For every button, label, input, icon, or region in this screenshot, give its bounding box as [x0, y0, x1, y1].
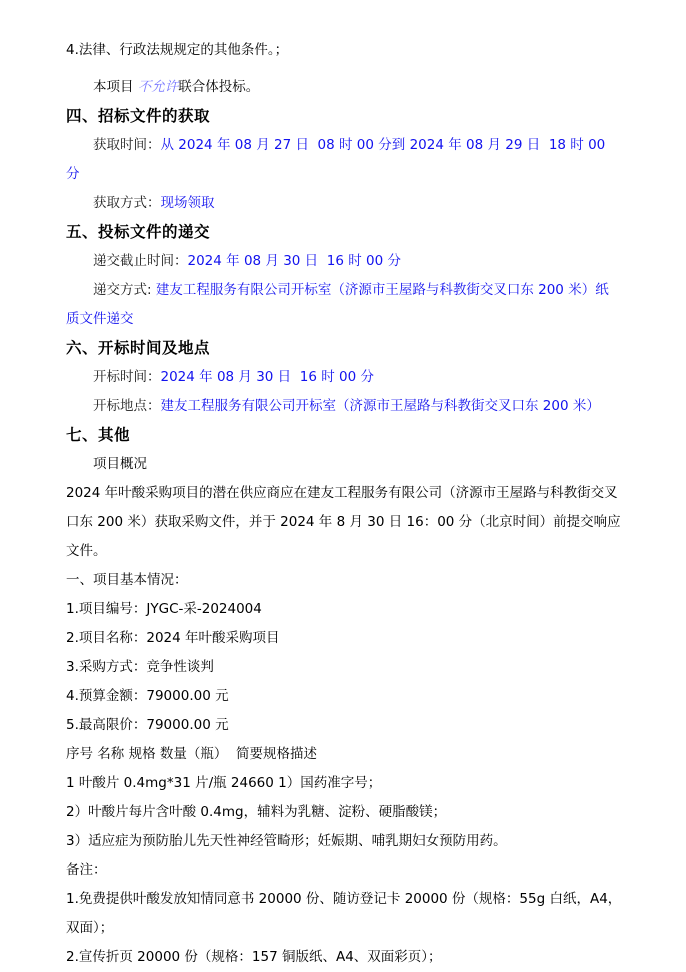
project-overview-paragraph: 2024 年叶酸采购项目的潜在供应商应在建友工程服务有限公司（济源市王屋路与科教街交叉口东 200 米）获取采购文件，并于 2024 年 8 月 30 日 16：00 分（北京时间）前提交响应文件。	[66, 485, 621, 559]
submit-deadline-value: 2024 年 08 月 30 日 16 时 00 分	[187, 253, 401, 269]
submit-deadline-label: 递交截止时间：	[93, 253, 188, 269]
item-spec-line-3: 3）适应症为预防胎儿先天性神经管畸形；妊娠期、哺乳期妇女预防用药。	[66, 833, 507, 849]
basic-item-price-ceiling: 5.最高限价：79000.00 元	[66, 717, 229, 733]
obtain-time-label: 获取时间：	[93, 137, 161, 153]
obtain-method-label: 获取方式：	[93, 195, 161, 211]
obtain-time-value: 从 2024 年 08 月 27 日 08 时 00 分到 2024 年 08 月 29 日 18 时 00 分	[66, 137, 610, 182]
section-7-heading: 七、其他	[66, 426, 131, 444]
submit-deadline-line	[66, 247, 622, 276]
open-time-value: 2024 年 08 月 30 日 16 时 00 分	[160, 369, 374, 385]
item-spec-line-2: 2）叶酸片每片含叶酸 0.4mg，辅料为乳糖、淀粉、硬脂酸镁；	[66, 804, 447, 820]
clause-other-conditions: 4.法律、行政法规规定的其他条件。；	[66, 42, 289, 58]
basic-item-procurement-method: 3.采购方式：竞争性谈判	[66, 659, 214, 675]
submit-method-label: 递交方式:	[93, 282, 156, 298]
note-line-1: 1.免费提供叶酸发放知情同意书 20000 份、随访登记卡 20000 份（规格：55g 白纸，A4，双面）；	[66, 891, 622, 936]
joint-bid-statement	[66, 73, 622, 102]
section-5-heading: 五、投标文件的递交	[66, 223, 211, 241]
item-table-header: 序号 名称 规格 数量（瓶） 简要规格描述	[66, 746, 317, 762]
open-place-line	[66, 392, 622, 421]
joint-bid-suffix: 联合体投标。	[178, 79, 260, 95]
note-line-2: 2.宣传折页 20000 份（规格：157 铜版纸、A4、双面彩页）；	[66, 949, 442, 965]
open-time-label: 开标时间：	[93, 369, 161, 385]
project-overview-label: 项目概况	[93, 456, 147, 472]
obtain-method-line	[66, 189, 622, 218]
open-time-line	[66, 363, 622, 392]
submit-method-value: 建友工程服务有限公司开标室（济源市王屋路与科教街交叉口东 200 米）纸质文件递交	[66, 282, 609, 327]
joint-bid-highlight: 不允许	[137, 79, 179, 95]
open-place-label: 开标地点：	[93, 398, 161, 414]
obtain-time-line	[66, 131, 622, 189]
obtain-method-value: 现场领取	[160, 195, 215, 211]
notes-title: 备注：	[66, 862, 107, 878]
item-table-row: 1 叶酸片 0.4mg*31 片/瓶 24660 1）国药准字号；	[66, 775, 382, 791]
section-4-heading: 四、招标文件的获取	[66, 107, 211, 125]
basic-item-project-number: 1.项目编号：JYGC-采-2024004	[66, 601, 262, 617]
basic-info-title: 一、项目基本情况：	[66, 572, 188, 588]
basic-item-project-name: 2.项目名称：2024 年叶酸采购项目	[66, 630, 280, 646]
open-place-value: 建友工程服务有限公司开标室（济源市王屋路与科教街交叉口东 200 米）	[160, 398, 600, 414]
section-6-heading: 六、开标时间及地点	[66, 339, 211, 357]
joint-bid-prefix: 本项目	[93, 79, 138, 95]
basic-item-budget-amount: 4.预算金额：79000.00 元	[66, 688, 229, 704]
submit-method-line	[66, 276, 622, 334]
